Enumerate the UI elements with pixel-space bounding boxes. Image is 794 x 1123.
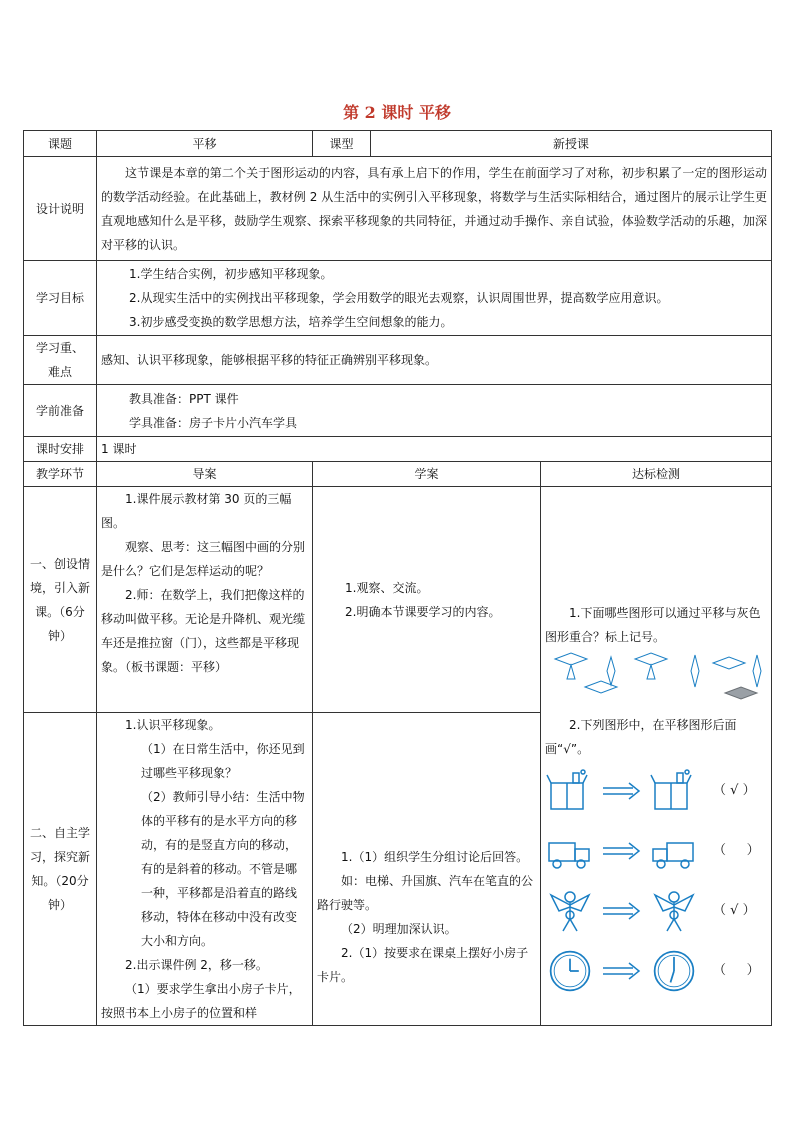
clock-figure-changed-icon <box>649 949 699 993</box>
header-row <box>24 131 772 157</box>
check-answer: （ √ ） <box>713 783 756 798</box>
stage1-guide-p1: 1.课件展示教材第 30 页的三幅图。 <box>101 492 292 530</box>
key-label-line1: 学习重、 <box>35 341 84 355</box>
stage2-guide-p4: 2.出示课件例 2，移一移。 <box>125 958 268 972</box>
stage1-row <box>24 487 772 713</box>
stage2-study <box>313 713 541 1026</box>
stage1-guide-p3: 2.师：在数学上，我们把像这样的移动叫做平移。无论是升降机、观光缆车还是推拉窗（门），这些都是平移现象。（板书课题：平移） <box>101 588 306 674</box>
stage2-study-p1: 1.（1）组织学生分组讨论后回答。 <box>341 850 529 864</box>
angel-figure-moved-icon <box>649 889 699 933</box>
stage1-study-p2: 2.明确本节课要学习的内容。 <box>345 604 501 619</box>
schedule-value: 1 课时 <box>97 437 772 462</box>
col-stage: 教学环节 <box>24 462 97 487</box>
goals-row <box>24 261 772 336</box>
house-figure-icon <box>545 769 595 813</box>
stage2-guide-p1: 1.认识平移现象。 <box>125 718 221 732</box>
design-text: 这节课是本章的第二个关于图形运动的内容，具有承上启下的作用，学生在前面学习了对称，初步积累了一定的图形运动的数学活动经验。在此基础上，教材例 2 从生活中的实例引入平移现象，将数学与生活实际相结合，通过图片的展示让学生更直观地感知什么是平移，鼓励学生观察、探索平移现象的共同特征，并通过动手操作、亲自试验，体验数学活动的乐趣，加深对平移的认识。 <box>97 157 772 261</box>
goals-list <box>97 261 772 336</box>
stage2-study-p4: 2.（1）按要求在课桌上摆好小房子卡片。 <box>317 946 529 984</box>
goal-item: 3.初步感受变换的数学思想方法，培养学生空间想象的能力。 <box>129 315 453 329</box>
key-row <box>24 336 772 385</box>
house-figure-moved-icon <box>649 769 699 813</box>
course-value: 平移 <box>97 131 313 157</box>
angel-figure-icon <box>545 889 595 933</box>
prep-label: 学前准备 <box>24 385 97 437</box>
truck-figure-icon <box>545 829 595 873</box>
stage2-guide-p3: （2）教师引导小结：生活中物体的平移有的是水平方向的移动，有的是竖直方向的移动，有的是斜着的移动。不管是哪一种，平移都是沿着直的路线移动，特体在移动中没有改变大小和方向。 <box>141 790 305 948</box>
stage2-guide-p2: （1）在日常生活中，你还见到过哪些平移现象？ <box>141 742 305 780</box>
col-study: 学案 <box>313 462 541 487</box>
check-item-angel <box>545 881 767 941</box>
key-label-line2: 难点 <box>47 365 72 379</box>
type-label: 课型 <box>313 131 371 157</box>
goals-label: 学习目标 <box>24 261 97 336</box>
check-answer: （ ） <box>713 843 760 858</box>
stage2-guide-p5: （1）要求学生拿出小房子卡片，按照书本上小房子的位置和样 <box>101 982 301 1020</box>
check-item-house <box>545 761 767 821</box>
schedule-row <box>24 437 772 462</box>
stage1-guide-p2: 观察、思考：这三幅图中画的分别是什么？它们是怎样运动的呢？ <box>101 540 306 578</box>
prep-student: 学具准备：房子卡片小汽车学具 <box>129 415 298 430</box>
col-guide: 导案 <box>97 462 313 487</box>
col-check: 达标检测 <box>541 462 772 487</box>
stage1-study <box>313 487 541 713</box>
stage2-study-p3: （2）明理加深认识。 <box>341 922 457 936</box>
check-q2: 2.下列图形中，在平移图形后面画“√”。 <box>545 718 737 756</box>
stage2-label: 二、自主学习，探究新知。（20分钟） <box>24 713 97 1026</box>
small-tail <box>567 665 575 679</box>
prep-content <box>97 385 772 437</box>
schedule-label: 课时安排 <box>24 437 97 462</box>
design-label: 设计说明 <box>24 157 97 261</box>
check-item-clock <box>545 941 767 1001</box>
stage2-guide <box>97 713 313 1026</box>
double-arrow-icon <box>601 901 643 921</box>
key-label <box>24 336 97 385</box>
double-arrow-icon <box>601 961 643 981</box>
clock-figure-icon <box>545 949 595 993</box>
double-arrow-icon <box>601 841 643 861</box>
type-value: 新授课 <box>371 131 772 157</box>
rhombus-figures <box>545 649 767 705</box>
column-header-row <box>24 462 772 487</box>
goal-item: 1.学生结合实例，初步感知平移现象。 <box>129 267 333 281</box>
check-answer: （ ） <box>713 963 760 978</box>
course-label: 课题 <box>24 131 97 157</box>
stage1-study-p1: 1.观察、交流。 <box>345 580 429 595</box>
truck-figure-flipped-icon <box>649 829 699 873</box>
prep-teacher: 教具准备：PPT 课件 <box>129 391 239 406</box>
design-row <box>24 157 772 261</box>
check-item-truck <box>545 821 767 881</box>
prep-row <box>24 385 772 437</box>
stage1-guide <box>97 487 313 713</box>
goal-item: 2.从现实生活中的实例找出平移现象，学会用数学的眼光去观察，认识周围世界，提高数学应用意识。 <box>129 291 669 305</box>
check-answer: （ √ ） <box>713 903 756 918</box>
stage1-label: 一、创设情境，引入新课。（6分钟） <box>24 487 97 713</box>
page-title: 第 2 课时 平移 <box>343 103 451 122</box>
lesson-plan-table <box>23 130 772 1026</box>
check-cell <box>541 487 772 1026</box>
double-arrow-icon <box>601 781 643 801</box>
stage2-study-p2: 如：电梯、升国旗、汽车在笔直的公路行驶等。 <box>317 874 534 912</box>
key-text: 感知、认识平移现象，能够根据平移的特征正确辨别平移现象。 <box>97 336 772 385</box>
check-q1: 1.下面哪些图形可以通过平移与灰色图形重合？标上记号。 <box>545 606 761 644</box>
